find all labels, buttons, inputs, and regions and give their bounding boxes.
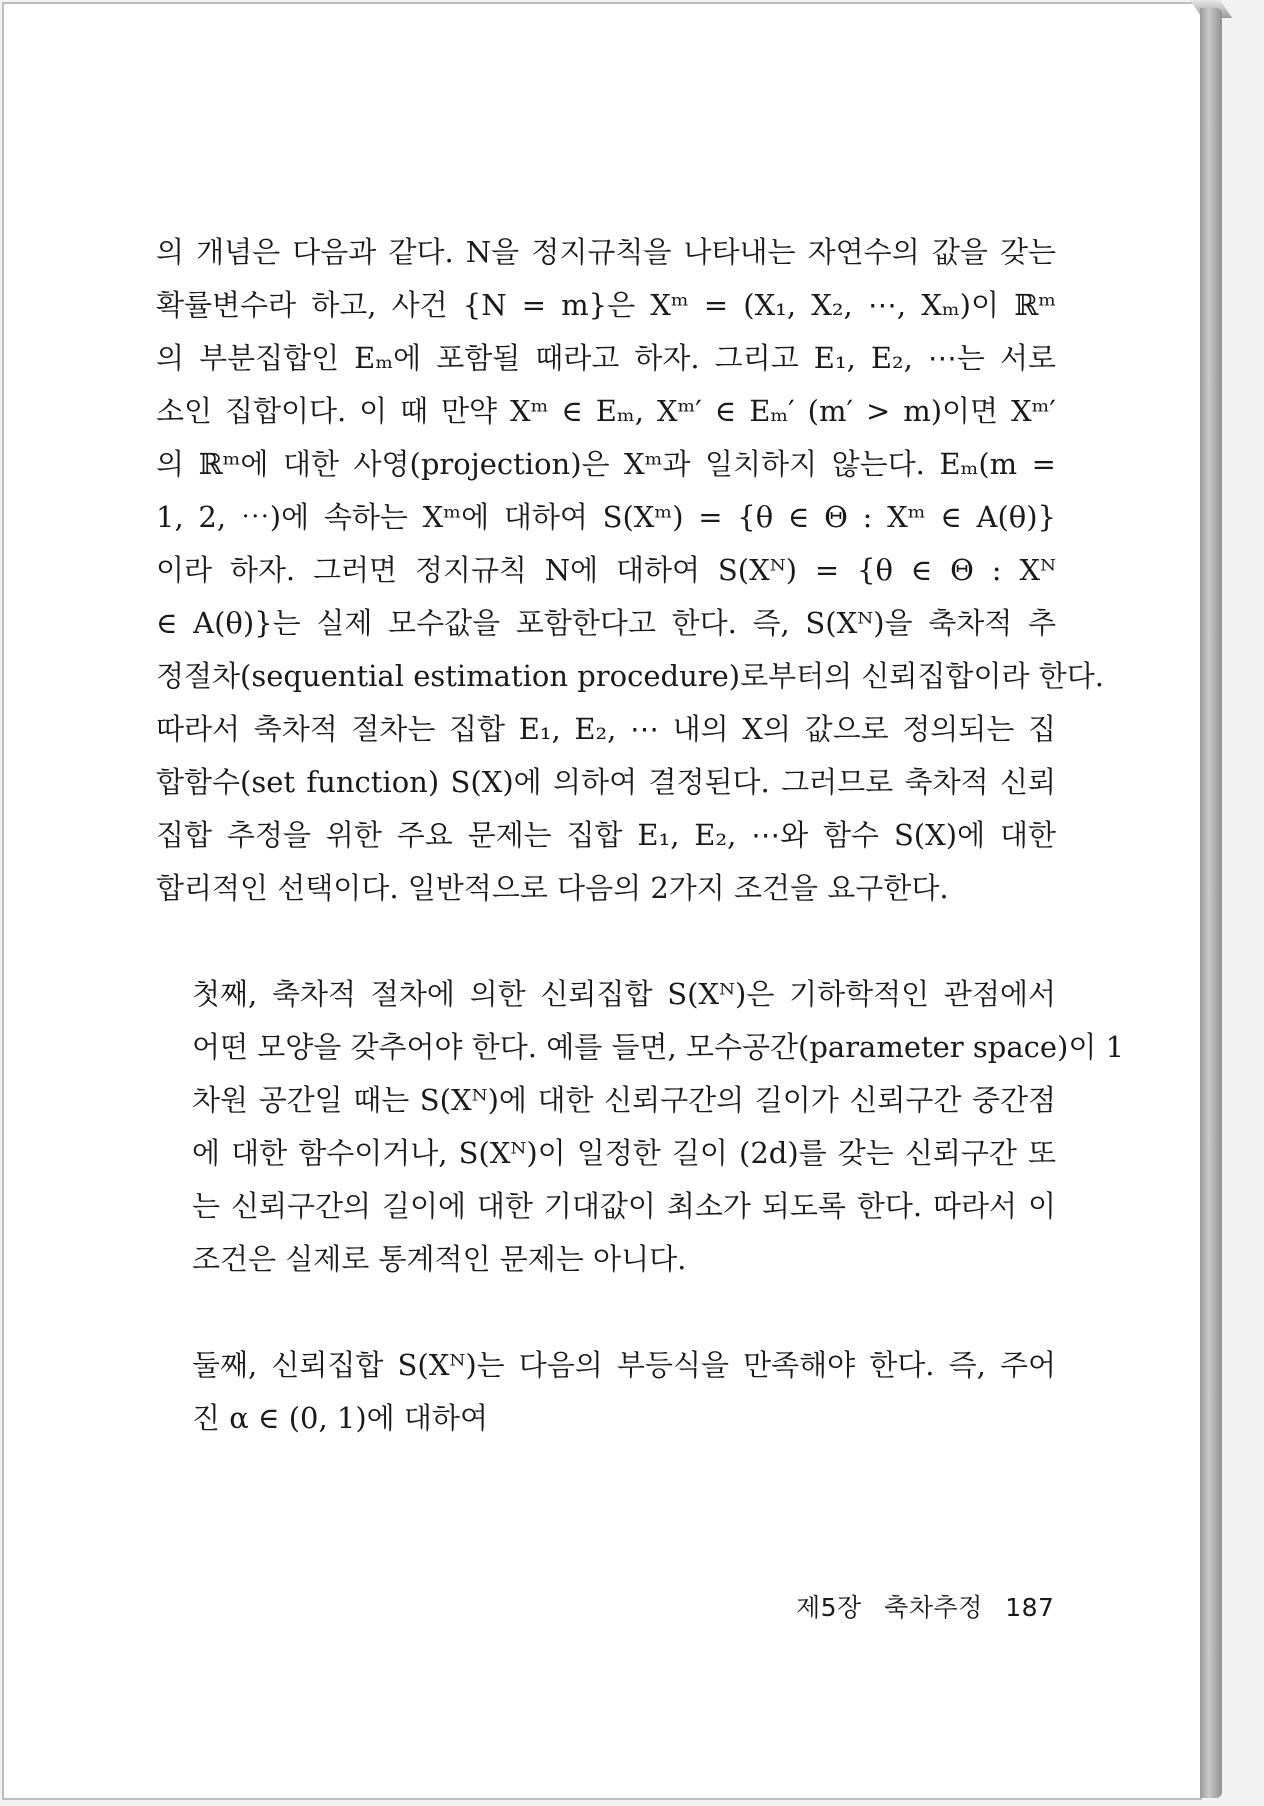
text-line: 둘째, 신뢰집합 S(Xᴺ)는 다음의 부등식을 만족해야 한다. 즉, 주어 [192,1348,1056,1382]
text-line: 어떤 모양을 갖추어야 한다. 예를 들면, 모수공간(parameter space)이 1 [192,1030,1125,1064]
text-line: 진 α ∈ (0, 1)에 대하여 [192,1401,488,1435]
book-page [2,2,1202,1800]
text-line: 정절차(sequential estimation procedure)로부터의 신뢰집합이라 한다. [156,659,1104,693]
text-line: 는 신뢰구간의 길이에 대한 기대값이 최소가 되도록 한다. 따라서 이 [192,1189,1056,1223]
text-line: 1, 2, ⋯)에 속하는 Xᵐ에 대하여 S(Xᵐ) = {θ ∈ Θ : Xᵐ ∈ A(θ)} [156,500,1056,534]
chapter-title: 축차추정 [884,1593,983,1622]
text-line: ∈ A(θ)}는 실제 모수값을 포함한다고 한다. 즉, S(Xᴺ)을 축차적 추 [156,606,1056,640]
text-line: 소인 집합이다. 이 때 만약 Xᵐ ∈ Eₘ, Xᵐ′ ∈ Eₘ′ (m′ > m)이면 Xᵐ′ [156,394,1056,428]
text-line: 첫째, 축차적 절차에 의한 신뢰집합 S(Xᴺ)은 기하학적인 관점에서 [192,977,1056,1011]
page-footer [796,1588,1068,1624]
page-number: 187 [1005,1593,1055,1622]
text-line: 합리적인 선택이다. 일반적으로 다음의 2가지 조건을 요구한다. [156,871,949,905]
text-line: 합함수(set function) S(X)에 의하여 결정된다. 그러므로 축차적 신뢰 [156,765,1056,799]
chapter-label: 제5장 [796,1593,862,1622]
text-line: 의 ℝᵐ에 대한 사영(projection)은 Xᵐ과 일치하지 않는다. Eₘ(m = [156,447,1056,481]
text-line: 의 개념은 다음과 같다. N을 정지규칙을 나타내는 자연수의 값을 갖는 [156,235,1056,269]
text-line: 따라서 축차적 절차는 집합 E₁, E₂, ⋯ 내의 X의 값으로 정의되는 집 [156,712,1056,746]
body-text [156,226,1125,1445]
book-spine [1200,8,1222,1798]
text-line: 확률변수라 하고, 사건 {N = m}은 Xᵐ = (X₁, X₂, ⋯, Xₘ)이 ℝᵐ [156,288,1056,322]
paragraph-2 [156,968,1125,1286]
paragraph-1 [156,226,1104,915]
text-line: 에 대한 함수이거나, S(Xᴺ)이 일정한 길이 (2d)를 갖는 신뢰구간 또 [192,1136,1056,1170]
text-line: 차원 공간일 때는 S(Xᴺ)에 대한 신뢰구간의 길이가 신뢰구간 중간점 [192,1083,1056,1117]
text-line: 의 부분집합인 Eₘ에 포함될 때라고 하자. 그리고 E₁, E₂, ⋯는 서로 [156,341,1056,375]
text-line: 이라 하자. 그러면 정지규칙 N에 대하여 S(Xᴺ) = {θ ∈ Θ : Xᴺ [156,553,1056,587]
paragraph-3 [156,1339,1056,1445]
text-line: 집합 추정을 위한 주요 문제는 집합 E₁, E₂, ⋯와 함수 S(X)에 대한 [156,818,1056,852]
text-line: 조건은 실제로 통계적인 문제는 아니다. [192,1242,687,1276]
